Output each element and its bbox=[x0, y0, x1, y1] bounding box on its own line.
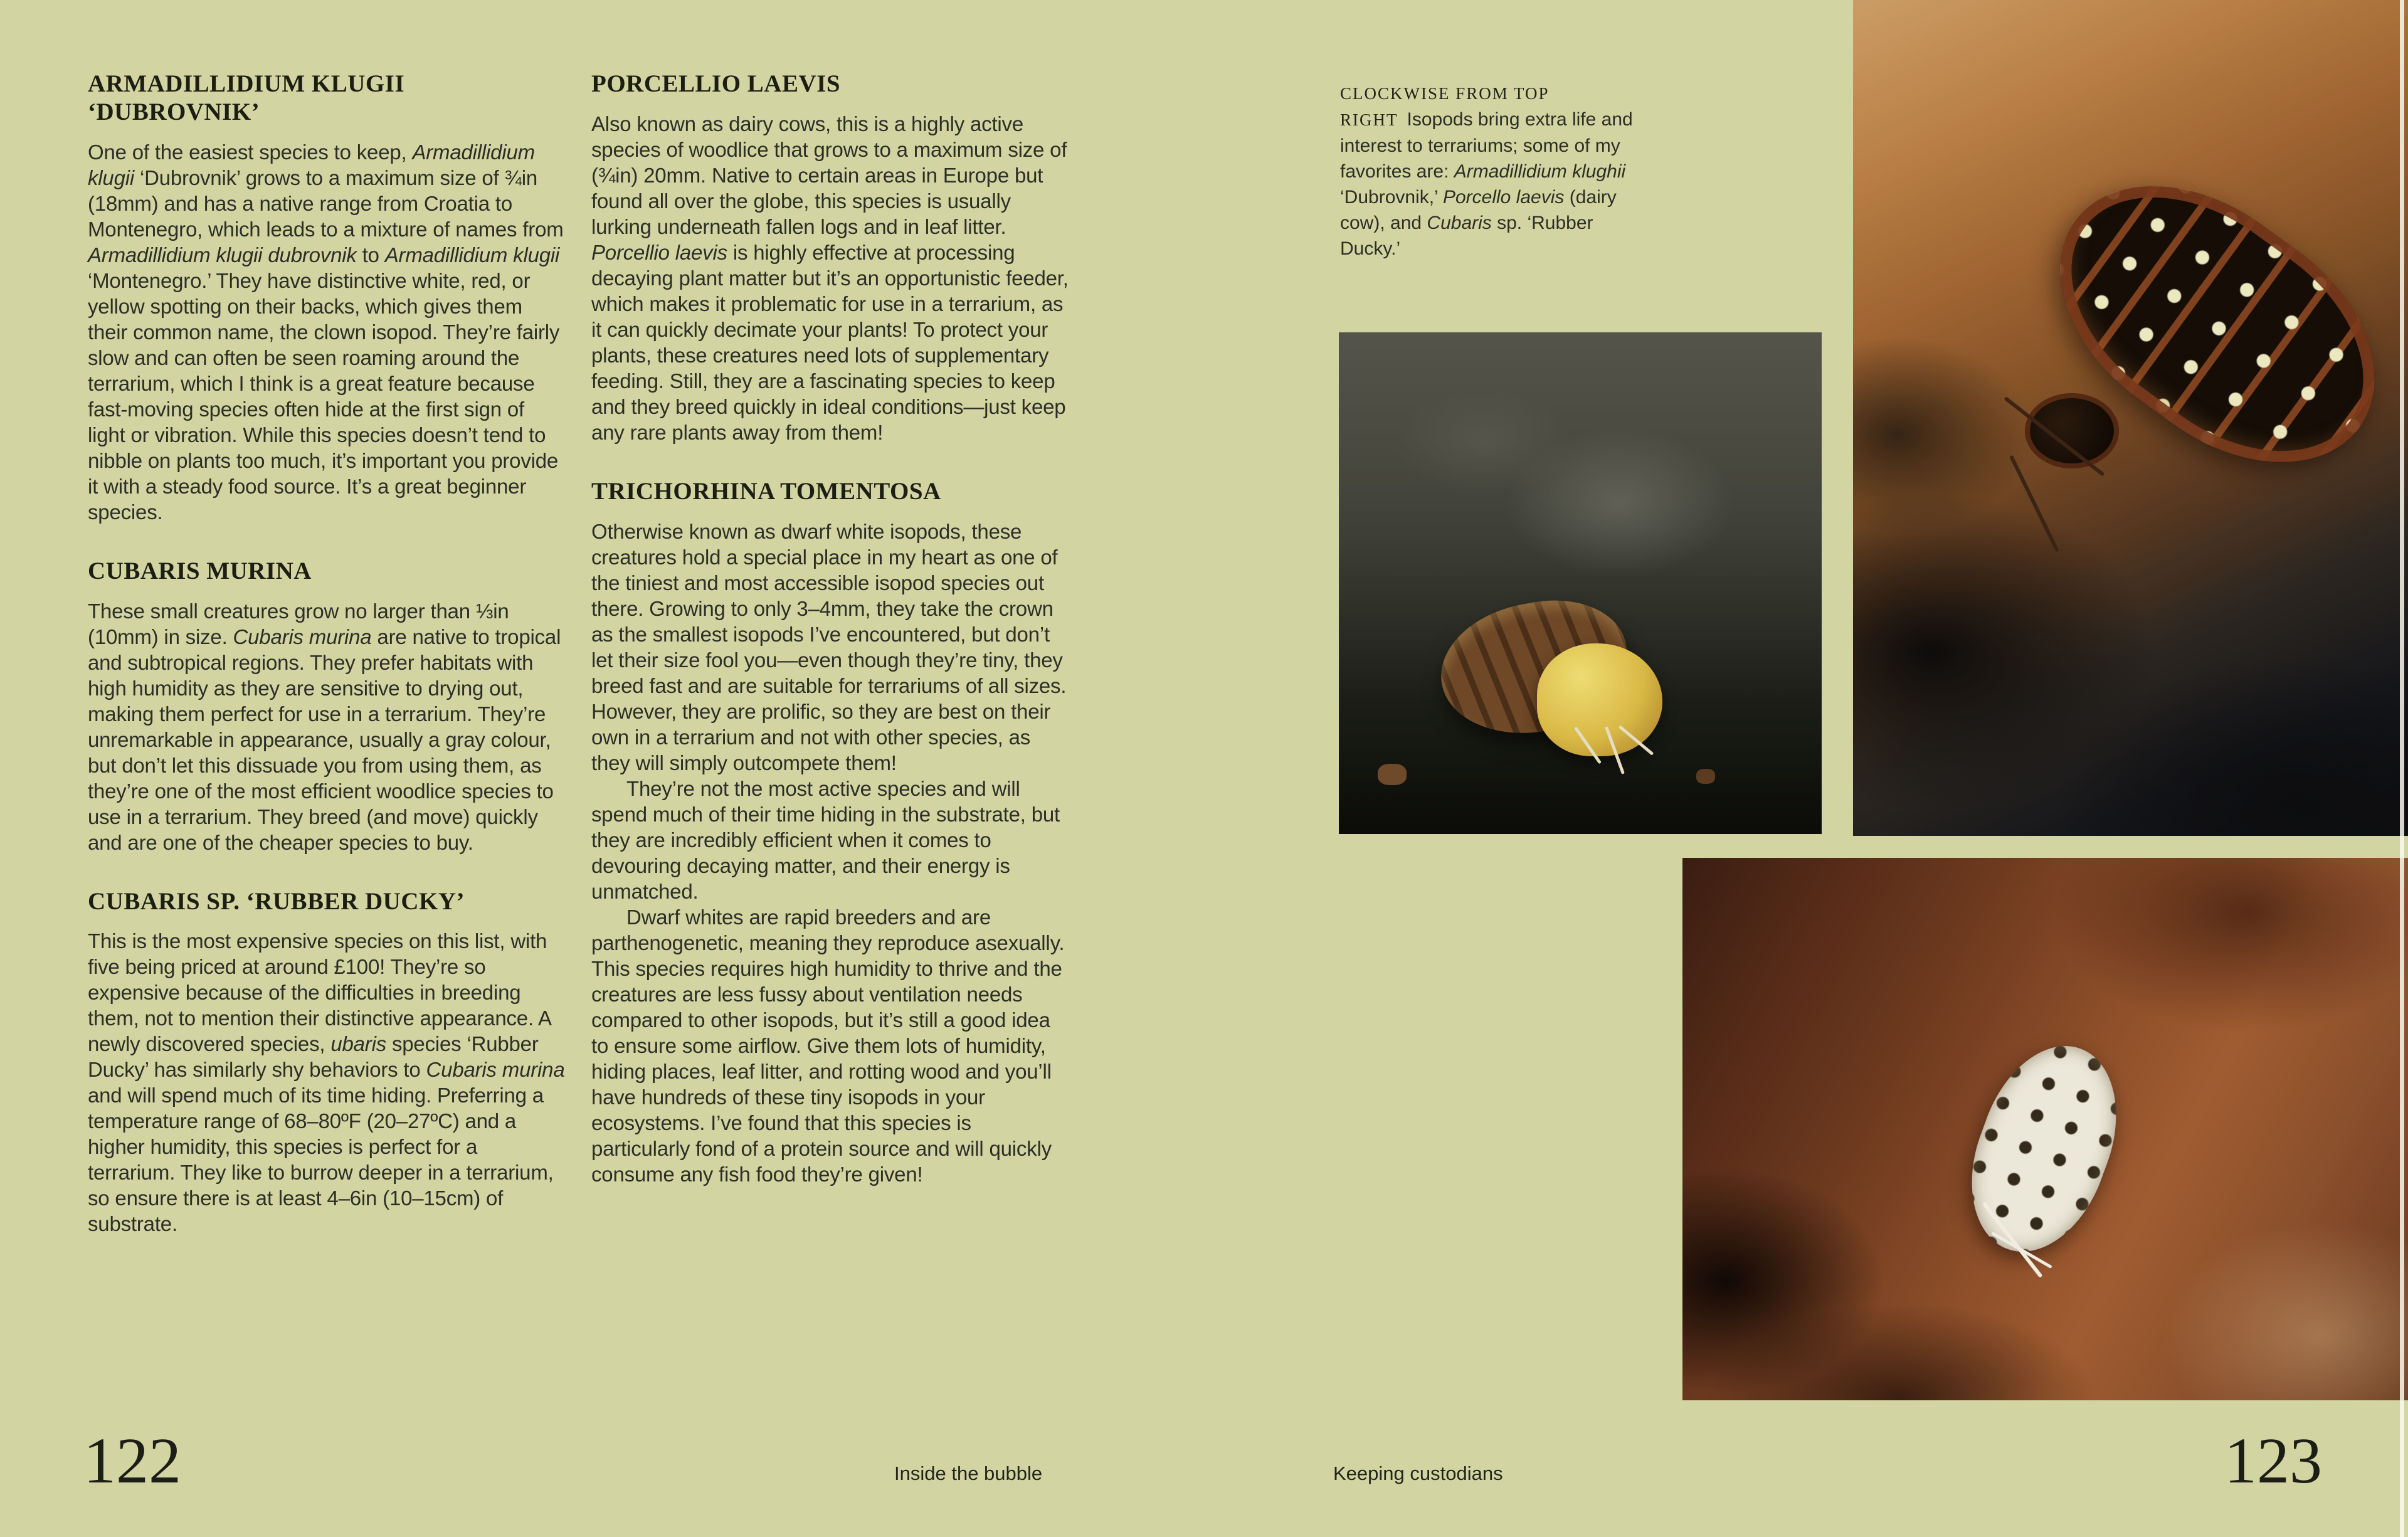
body-paragraph: Otherwise known as dwarf white isopods, these creatures hold a special place in my heart as one of the tiniest and most accessible isopod species out there. Growing to only 3–4mm, they take the crown as the smallest isopods I’ve encountered, but don’t let their size fool you—even though they’re tiny, they breed fast and are suitable for terrariums of all sizes. However, they are prolific, so they are best on their own in a terrarium and not with other species, as they will simply outcompete them! bbox=[591, 519, 1067, 774]
page-number-right: 123 bbox=[2224, 1425, 2322, 1497]
photo-caption bbox=[1340, 80, 1654, 261]
section-armadillidium-klugii bbox=[88, 70, 566, 525]
section-cubaris-rubber-ducky bbox=[88, 888, 566, 1237]
section-heading: PORCELLIO LAEVIS bbox=[591, 70, 841, 97]
substrate-crumb bbox=[1378, 764, 1407, 785]
section-cubaris-murina bbox=[88, 557, 566, 855]
body-paragraph: One of the easiest species to keep, Armadillidium klugii ‘Dubrovnik’ grows to a maximum size of ¾in (18mm) and has a native range from Croatia to Montenegro, which leads to a mixture of names from Armadillidium klugii dubrovnik to Armadillidium klugii ‘Montenegro.’ They have distinctive white, red, or yellow spotting on their backs, which gives them their common name, the clown isopod. They’re fairly slow and can often be seen roaming around the terrarium, which I think is a great feature because fast-moving species often hide at the first sign of light or vibration. While this species doesn’t tend to nibble on plants too much, it’s important you provide it with a steady food source. It’s a great beginner species. bbox=[88, 140, 564, 524]
rubber-ducky-isopod-head bbox=[1537, 643, 1662, 756]
section-heading: CUBARIS SP. ‘RUBBER DUCKY’ bbox=[88, 887, 465, 915]
dairy-cow-isopod-photo bbox=[1682, 858, 2408, 1400]
section-porcellio-laevis bbox=[591, 70, 1069, 445]
caption-text: Isopods bring extra life and interest to terrariums; some of my favorites are: Armadillidium klughii ‘Dubrovnik,’ Porcello laevis (dairy cow), and Cubaris sp. ‘Rubber Ducky.’ bbox=[1340, 109, 1633, 259]
running-footer-left: Inside the bubble bbox=[894, 1462, 1043, 1484]
section-heading: ARMADILLIDIUM KLUGII ‘DUBROVNIK’ bbox=[88, 70, 405, 125]
page-number-left: 122 bbox=[83, 1425, 181, 1497]
dairy-cow-isopod-body bbox=[1947, 1027, 2141, 1271]
caption-lead: CLOCKWISE FROM TOP RIGHT bbox=[1340, 84, 1549, 129]
page-edge bbox=[2400, 0, 2404, 1537]
body-paragraph: They’re not the most active species and will spend much of their time hiding in the substrate, but they are incredibly efficient when it comes to devouring decaying matter, and their energy is unmatched. bbox=[591, 776, 1060, 903]
middle-column bbox=[591, 70, 1069, 1220]
running-footer-right: Keeping custodians bbox=[1333, 1462, 1503, 1484]
body-paragraph: This is the most expensive species on this list, with five being priced at around £100! They’re so expensive because of the difficulties in breeding them, not to mention their distinctive appearance. A newly discovered species, ubaris species ‘Rubber Ducky’ has similarly shy behaviors to Cubaris murina and will spend much of its time hiding. Preferring a temperature range of 68–80ºF (20–27ºC) and a higher humidity, this species is perfect for a terrarium. They like to burrow deeper in a terrarium, so ensure there is at least 4–6in (10–15cm) of substrate. bbox=[88, 929, 565, 1236]
section-heading: CUBARIS MURINA bbox=[88, 557, 312, 584]
body-paragraph: These small creatures grow no larger than ⅓in (10mm) in size. Cubaris murina are native to tropical and subtropical regions. They prefer habitats with high humidity as they are sensitive to drying out, making them perfect for use in a terrarium. They’re unremarkable in appearance, usually a gray colour, but don’t let this dissuade you from using them, as they’re one of the most efficient woodlice species to use in a terrarium. They breed (and move) quickly and are one of the cheaper species to buy. bbox=[88, 599, 561, 854]
section-heading: TRICHORHINA TOMENTOSA bbox=[591, 477, 941, 505]
clown-isopod-antenna bbox=[2009, 455, 2059, 552]
body-paragraph: Dwarf whites are rapid breeders and are parthenogenetic, meaning they reproduce asexually. This species requires high humidity to thrive and the creatures are less fussy about ventilation needs compared to other isopods, but it’s still a good idea to ensure some airflow. Give them lots of humidity, hiding places, leaf litter, and rotting wood and you’ll have hundreds of these tiny isopods in your ecosystems. I’ve found that this species is particularly fond of a protein source and will quickly consume any fish food they’re given! bbox=[591, 905, 1065, 1186]
section-trichorhina-tomentosa bbox=[591, 478, 1069, 1187]
clown-isopod-photo bbox=[1853, 0, 2408, 836]
body-paragraph: Also known as dairy cows, this is a highly active species of woodlice that grows to a maximum size of (¾in) 20mm. Native to certain areas in Europe but found all over the globe, this species is usually lurking underneath fallen logs and in leaf litter. Porcellio laevis is highly effective at processing decaying plant matter but it’s an opportunistic feeder, which makes it problematic for use in a terrarium, as it can quickly decimate your plants! To protect your plants, these creatures need lots of supplementary feeding. Still, they are a fascinating species to keep and they breed quickly in ideal conditions—just keep any rare plants away from them! bbox=[591, 112, 1069, 444]
clown-isopod-head bbox=[2025, 393, 2119, 468]
substrate-crumb bbox=[1696, 769, 1715, 784]
left-column bbox=[88, 70, 566, 1269]
rubber-ducky-isopod-photo bbox=[1339, 332, 1822, 834]
